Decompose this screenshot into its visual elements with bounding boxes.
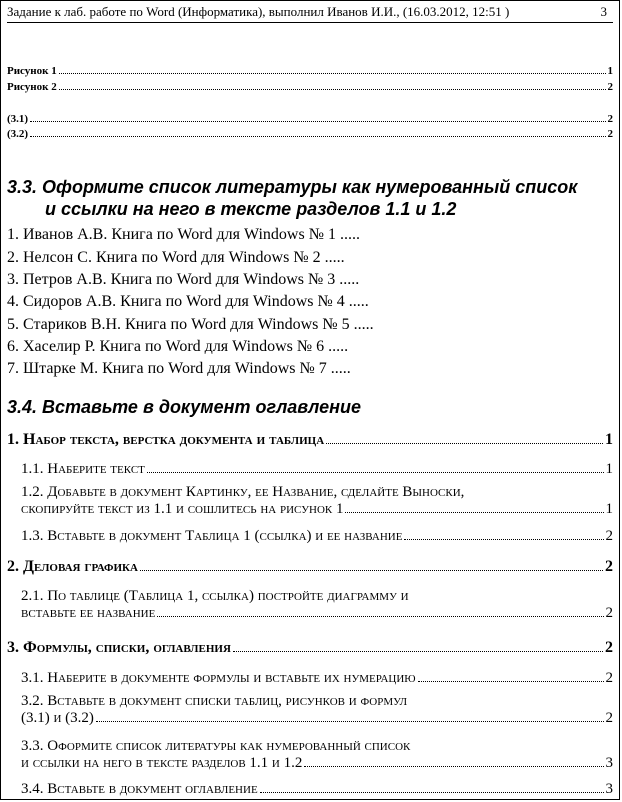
toc-entry-label: 3.3. Оформите список литературы как нумерованный список (21, 738, 411, 754)
toc-entry-3[interactable] (7, 639, 613, 657)
formula-list-entry[interactable] (7, 113, 613, 125)
toc-entry-page: 3 (605, 755, 613, 771)
toc-entry-page: 1 (605, 431, 613, 448)
toc-entry-label: 1.3. Вставьте в документ Таблица 1 (ссылка) и ее название (21, 528, 403, 544)
formula-label: (3.2) (7, 128, 29, 140)
toc-entry-2[interactable] (7, 558, 613, 576)
formula-page: 2 (607, 128, 613, 140)
leader-dots (418, 671, 604, 683)
leader-dots (345, 502, 603, 514)
toc-entry-3-2[interactable] (7, 693, 613, 727)
toc-entry-label: 3. Формулы, списки, оглавления (7, 639, 231, 656)
leader-dots (59, 81, 606, 90)
leader-dots (30, 128, 605, 137)
formula-label: (3.1) (7, 113, 29, 125)
page-header (7, 2, 613, 23)
toc-entry-1[interactable] (7, 431, 613, 449)
leader-dots (326, 432, 603, 444)
leader-dots (304, 756, 603, 768)
leader-dots (140, 559, 603, 571)
figure-label: Рисунок 1 (7, 65, 57, 77)
bibliography-item: 2. Нелсон С. Книга по Word для Windows № 2 ..... (7, 249, 345, 266)
heading-line: 3.3. Оформите список литературы как нумерованный список (7, 177, 578, 197)
leader-dots (157, 606, 603, 618)
leader-dots (260, 782, 604, 794)
bibliography-item: 4. Сидоров А.В. Книга по Word для Windows № 4 ..... (7, 293, 369, 310)
formula-page: 2 (607, 113, 613, 125)
toc-entry-page: 2 (605, 710, 613, 726)
toc-entry-page: 3 (605, 781, 613, 797)
figure-list-entry[interactable] (7, 65, 613, 77)
toc-entry-2-1[interactable] (7, 588, 613, 622)
bibliography-item: 3. Петров А.В. Книга по Word для Windows № 3 ..... (7, 271, 360, 288)
bibliography-item: 6. Хаселир Р. Книга по Word для Windows № 6 ..... (7, 338, 349, 355)
leader-dots (30, 113, 605, 122)
toc-entry-page: 2 (605, 605, 613, 621)
toc-entry-label: 2.1. По таблице (Таблица 1, ссылка) постройте диаграмму и (21, 588, 409, 604)
leader-dots (404, 529, 603, 541)
toc-entry-label: 1. Набор текста, верстка документа и таблица (7, 431, 325, 448)
section-heading-3-4: 3.4. Вставьте в документ оглавление (7, 397, 362, 417)
leader-dots (96, 711, 604, 723)
leader-dots (233, 640, 603, 652)
toc-entry-label: 2. Деловая графика (7, 558, 138, 575)
toc-entry-page: 2 (605, 639, 613, 656)
toc-entry-3-1[interactable] (21, 670, 613, 687)
toc-entry-1-1[interactable] (21, 461, 613, 478)
toc-entry-page: 2 (605, 558, 613, 575)
toc-entry-page: 2 (605, 670, 613, 686)
toc-entry-page: 1 (605, 461, 613, 477)
section-heading-3-3 (7, 176, 613, 220)
formula-list-entry[interactable] (7, 128, 613, 140)
toc-entry-label-continued: скопируйте текст из 1.1 и сошлитесь на рисунок 1 (21, 501, 344, 517)
figure-list-entry[interactable] (7, 81, 613, 93)
toc-entry-label: 1.1. Наберите текст (21, 461, 145, 477)
header-title: Задание к лаб. работе по Word (Информатика), выполнил Иванов И.И., (16.03.2012, 12:51 ) (7, 4, 510, 19)
figure-page: 1 (607, 65, 613, 77)
bibliography-item: 5. Стариков В.Н. Книга по Word для Windows № 5 ..... (7, 316, 374, 333)
toc-entry-page: 1 (605, 501, 613, 517)
toc-entry-1-3[interactable] (21, 528, 613, 545)
header-page-number: 3 (600, 4, 607, 19)
bibliography-item: 7. Штарке М. Книга по Word для Windows № 7 ..... (7, 360, 351, 377)
bibliography-item: 1. Иванов А.В. Книга по Word для Windows № 1 ..... (7, 226, 360, 243)
toc-entry-label: 3.4. Вставьте в документ оглавление (21, 781, 258, 797)
figure-page: 2 (607, 81, 613, 93)
toc-entry-label-continued: вставьте ее название (21, 605, 156, 621)
leader-dots (59, 65, 606, 74)
toc-entry-1-2[interactable] (7, 484, 613, 518)
toc-entry-label-continued: и ссылки на него в тексте разделов 1.1 и 1.2 (21, 755, 303, 771)
toc-entry-label: 3.2. Вставьте в документ списки таблиц, рисунков и формул (21, 693, 408, 709)
heading-line: и ссылки на него в тексте разделов 1.1 и 1.2 (45, 199, 457, 219)
toc-entry-3-3[interactable] (7, 738, 613, 772)
toc-entry-label: 1.2. Добавьте в документ Картинку, ее Название, сделайте Выноски, (21, 484, 465, 500)
figure-label: Рисунок 2 (7, 81, 57, 93)
toc-entry-label: 3.1. Наберите в документе формулы и вставьте их нумерацию (21, 670, 416, 686)
leader-dots (147, 462, 604, 474)
toc-entry-page: 2 (605, 528, 613, 544)
toc-entry-label-continued: (3.1) и (3.2) (21, 710, 94, 726)
toc-entry-3-4[interactable] (21, 781, 613, 798)
